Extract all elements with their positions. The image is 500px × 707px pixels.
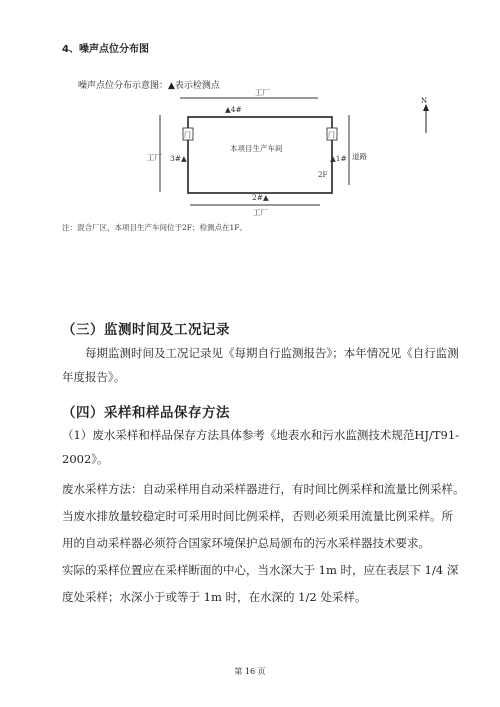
point-4: ▲4# [225,105,242,114]
wastewater-reference-paragraph: （1）废水采样和样品保存方法具体参考《地表水和污水监测技术规范HJ/T91-2002》。 [62,428,460,466]
north-label: N [421,97,428,105]
left-factory-label: 工厂 [147,153,162,162]
noise-point-diagram [0,0,500,260]
sampling-line-3: 用的自动采样器必须符合国家环境保护总局颁布的污水采样器技术要求。 [62,536,430,550]
section-3-paragraph: 每期监测时间及工况记录见《每期自行监测报告》；本年情况见《自行监测年度报告》。 [62,346,459,384]
page-number: 第 16 页 [234,667,266,676]
sampling-line-1: 废水采样方法：自动采样用自动采样器进行，有时间比例采样和流量比例采样。 [62,482,465,496]
workshop-building [188,117,332,193]
diagram-note: 注：混合厂区，本项目生产车间位于2F；检测点在1F。 [62,223,247,232]
gate-left-label: 门 [184,131,191,139]
gate-right-label: 门 [328,131,335,139]
point-1: ▲1# [330,154,347,163]
road-label: 道路 [352,152,367,161]
top-factory-label: 工厂 [255,88,270,97]
diagram-legend: 噪声点位分布示意图：▲表示检测点 [78,81,220,91]
point-3: 3#▲ [170,154,187,163]
sampling-line-4: 实际的采样位置应在采样断面的中心，当水深大于 1m 时，应在表层下 1/4 深 [62,563,459,577]
section-3-heading: （三）监测时间及工况记录 [62,322,230,338]
section-4-title: 4、噪声点位分布图 [62,44,149,55]
workshop-label: 本项目生产车间 [230,144,283,153]
section-4-heading: （四）采样和样品保存方法 [62,405,230,421]
sampling-line-2: 当废水排放量较稳定时可采用时间比例采样，否则必须采用流量比例采样。所 [62,509,453,523]
sampling-line-5: 度处采样；水深小于或等于 1m 时，在水深的 1/2 处采样。 [62,590,367,604]
point-2: 2#▲ [252,193,269,202]
floor-label: 2F [318,171,328,179]
north-arrowhead-icon [423,104,429,111]
bottom-factory-label: 工厂 [253,208,268,217]
